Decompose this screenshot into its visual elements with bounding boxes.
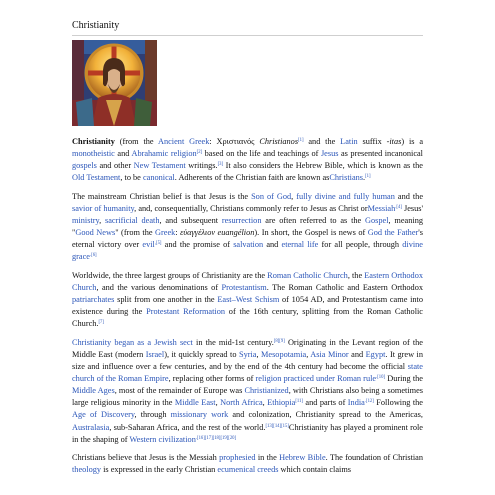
wiki-link[interactable]: North Africa bbox=[220, 398, 263, 408]
body-text: The mainstream Christian belief is that Jesus is the bbox=[72, 191, 252, 201]
wiki-link[interactable]: evil bbox=[142, 240, 155, 250]
wiki-link[interactable]: Ancient Greek bbox=[157, 137, 210, 146]
wiki-link[interactable]: Good News bbox=[75, 228, 116, 238]
citation-link[interactable]: .[12] bbox=[364, 399, 374, 405]
citation-link[interactable]: .[16][17][18][19][20] bbox=[195, 435, 237, 441]
wiki-link[interactable]: eternal life bbox=[281, 240, 319, 250]
wiki-link[interactable]: canonical bbox=[142, 173, 175, 183]
body-text: . The foundation of Christian bbox=[325, 453, 424, 463]
body-text: in the mid-1st century. bbox=[192, 337, 274, 347]
citation-link[interactable]: [2] bbox=[196, 150, 203, 156]
body-text: split from one another in the bbox=[114, 295, 218, 305]
citation-link[interactable]: [1] bbox=[298, 138, 304, 143]
bold-text: Christianity bbox=[72, 137, 115, 146]
wiki-link[interactable]: Ethiopia bbox=[267, 398, 296, 408]
paragraph bbox=[72, 191, 423, 264]
body-text: in the bbox=[255, 453, 280, 463]
body-text: : Χριστιανός bbox=[209, 137, 260, 146]
body-text: , through bbox=[134, 410, 171, 420]
wiki-link[interactable]: Syria bbox=[238, 350, 257, 359]
body-text: and colonization, Christianity spread to the Americas, bbox=[228, 410, 423, 420]
body-text: , and subsequent bbox=[159, 216, 222, 226]
body-text: suffix bbox=[357, 137, 387, 146]
body-text: and bbox=[263, 240, 282, 250]
body-text: and other bbox=[96, 161, 134, 171]
body-text: is expressed in the early Christian bbox=[101, 465, 218, 475]
wiki-link[interactable]: Son of God bbox=[251, 191, 292, 201]
body-text: , and, consequentially, Christians commonly refer to Jesus as Christ or bbox=[134, 203, 368, 213]
wiki-link[interactable]: state church of the Roman Empire bbox=[72, 362, 423, 384]
citation-link[interactable]: [11] bbox=[295, 399, 303, 405]
body-text: of 1054 AD, and Protestantism came into existence during the bbox=[72, 295, 424, 317]
body-text: Worldwide, the three largest groups of Christianity are the bbox=[72, 270, 268, 280]
wiki-link[interactable]: New Testament bbox=[133, 161, 186, 171]
citation-link[interactable]: [7] bbox=[98, 320, 104, 326]
wiki-link[interactable]: Gospel bbox=[365, 216, 389, 226]
body-text: Christians believe that Jesus is the Messiah bbox=[72, 453, 220, 463]
body-text: , to be bbox=[120, 173, 143, 183]
body-text: " (from the bbox=[115, 228, 156, 238]
wiki-link[interactable]: fully divine and fully human bbox=[296, 191, 395, 201]
wiki-link[interactable]: Egypt bbox=[365, 350, 386, 359]
wiki-link[interactable]: Mesopotamia bbox=[261, 350, 307, 359]
body-text: and bbox=[114, 149, 132, 159]
body-text: , bbox=[99, 216, 106, 226]
paragraph bbox=[72, 270, 423, 330]
wiki-link[interactable]: Australasia bbox=[72, 422, 110, 432]
wiki-link[interactable]: Hebrew Bible bbox=[279, 453, 326, 463]
body-text: , most of the remainder of Europe was bbox=[114, 386, 245, 396]
body-text: ) is a bbox=[401, 137, 424, 146]
wiki-link[interactable]: Eastern Orthodox Church bbox=[72, 270, 424, 293]
wiki-link[interactable]: gospels bbox=[72, 161, 97, 171]
body-text: , bbox=[262, 398, 268, 408]
body-text: Jesus' bbox=[401, 203, 423, 213]
wiki-link[interactable]: Israel bbox=[145, 350, 165, 359]
body-text: . bbox=[363, 173, 366, 183]
body-text: , bbox=[306, 350, 311, 359]
citation-link[interactable]: [13][14][15] bbox=[265, 423, 289, 429]
body-text: and the promise of bbox=[161, 240, 234, 250]
wiki-link[interactable]: Old Testament bbox=[72, 173, 121, 183]
wiki-link[interactable]: Middle Ages bbox=[72, 386, 115, 396]
wiki-link[interactable]: savior of humanity bbox=[72, 203, 135, 213]
wiki-link[interactable]: sacrificial death bbox=[105, 216, 160, 226]
body-text: and the bbox=[303, 137, 341, 146]
body-text: , sub-Saharan Africa, and the rest of the world. bbox=[109, 422, 266, 432]
wiki-link[interactable]: salvation bbox=[233, 240, 264, 250]
wiki-link[interactable]: Latin bbox=[340, 137, 358, 146]
citation-link[interactable]: [3] bbox=[217, 162, 224, 168]
christ-icon bbox=[72, 40, 157, 126]
citation-link[interactable]: .[6] bbox=[89, 253, 97, 259]
body-text: as presented incanonical bbox=[338, 149, 423, 159]
body-text: , bbox=[215, 398, 221, 408]
wiki-link[interactable]: divine grace bbox=[72, 240, 423, 262]
body-text: , and the various denominations of bbox=[96, 283, 222, 293]
wiki-link[interactable]: India bbox=[347, 398, 365, 408]
body-text: based on the life and teachings of bbox=[202, 149, 321, 159]
body-text: It also considers the Hebrew Bible, which is known as the bbox=[223, 161, 423, 171]
wiki-link[interactable]: ecumenical creeds bbox=[217, 465, 279, 475]
body-text: , with Christians also being a sometimes large religious minority in the bbox=[72, 386, 423, 408]
article-body bbox=[72, 136, 423, 483]
wiki-link[interactable]: missionary work bbox=[170, 410, 229, 420]
body-text: : bbox=[175, 228, 181, 238]
body-text: are often referred to as the bbox=[261, 216, 366, 226]
wiki-link[interactable]: Messiah bbox=[367, 203, 396, 213]
body-text: for all people, through bbox=[318, 240, 403, 250]
body-text: . It grew in size and influence over a few centuries, and by the end of the 4th century had become the official bbox=[72, 350, 424, 372]
page-header-title: Christianity bbox=[72, 20, 120, 31]
wiki-link[interactable]: Protestantism bbox=[221, 283, 267, 293]
body-text: , the bbox=[347, 270, 365, 280]
wiki-link[interactable]: religion practiced under Roman rule bbox=[255, 374, 377, 384]
wiki-link[interactable]: Christianity began as a Jewish sect bbox=[72, 337, 193, 347]
body-text: , bbox=[291, 191, 297, 201]
body-text: , replacing other forms of bbox=[168, 374, 256, 384]
wiki-link[interactable]: resurrection bbox=[221, 216, 262, 226]
body-text: Christianity has played a prominent role in the shaping of bbox=[72, 422, 423, 444]
wiki-link[interactable]: East–West Schism bbox=[217, 295, 280, 305]
italic-text: εὐαγγέλιον euangélion bbox=[180, 228, 255, 238]
body-text: 's eternal victory over bbox=[72, 228, 423, 250]
wiki-link[interactable]: Greek bbox=[155, 228, 176, 238]
italic-text: -itas bbox=[386, 137, 402, 146]
header-divider bbox=[72, 35, 423, 36]
body-text: Originating in the Levant region of the Middle East (modern bbox=[72, 337, 423, 359]
body-text: . The Roman Catholic and Eastern Orthodox bbox=[266, 283, 423, 293]
body-text: . Adherents of the Christian faith are known as bbox=[174, 173, 330, 183]
body-text: which contain claims bbox=[278, 465, 352, 475]
citation-link[interactable]: .[10] bbox=[376, 375, 386, 381]
wiki-link[interactable]: Middle East bbox=[174, 398, 216, 408]
citation-link[interactable]: [8][9] bbox=[273, 338, 285, 344]
citation-link[interactable]: ,[5] bbox=[154, 241, 162, 247]
wiki-link[interactable]: Jesus bbox=[320, 149, 339, 159]
wiki-link[interactable]: Age of Discovery bbox=[72, 410, 135, 420]
wiki-link[interactable]: God the Father bbox=[367, 228, 419, 238]
wiki-link[interactable]: Christianized bbox=[244, 386, 289, 396]
wiki-link[interactable]: Western civilization bbox=[129, 434, 196, 444]
wiki-link[interactable]: Christians bbox=[329, 173, 364, 183]
wiki-link[interactable]: patriarchates bbox=[72, 295, 115, 305]
body-text: writings. bbox=[185, 161, 218, 171]
wiki-link[interactable]: Abrahamic religion bbox=[131, 149, 197, 159]
wiki-link[interactable]: prophesied bbox=[219, 453, 256, 463]
citation-link[interactable]: .[4] bbox=[395, 204, 402, 210]
wiki-link[interactable]: Protestant Reformation bbox=[146, 307, 225, 317]
paragraph bbox=[72, 337, 423, 446]
paragraph bbox=[72, 136, 423, 184]
body-text: During the bbox=[385, 374, 423, 384]
body-text: , meaning " bbox=[72, 216, 423, 238]
body-text: ). In short, the Gospel is news of bbox=[254, 228, 368, 238]
wiki-link[interactable]: monotheistic bbox=[72, 149, 115, 159]
italic-text: Christianos bbox=[259, 137, 299, 146]
body-text: (from the bbox=[114, 137, 158, 146]
wiki-link[interactable]: theology bbox=[72, 465, 102, 475]
body-text: Following the bbox=[373, 398, 423, 408]
citation-link[interactable]: [1] bbox=[365, 174, 371, 180]
body-text: of the 16th century, splitting from the Roman Catholic Church. bbox=[72, 307, 423, 329]
wiki-link[interactable]: ministry bbox=[72, 216, 100, 226]
wiki-link[interactable]: Asia Minor bbox=[310, 350, 349, 359]
body-text: and parts of bbox=[302, 398, 348, 408]
body-text: and the bbox=[394, 191, 424, 201]
body-text: ), it quickly spread to bbox=[164, 350, 239, 359]
body-text: and bbox=[348, 350, 366, 359]
paragraph bbox=[72, 452, 423, 476]
wiki-link[interactable]: Roman Catholic Church bbox=[267, 270, 348, 280]
body-text: , bbox=[256, 350, 262, 359]
